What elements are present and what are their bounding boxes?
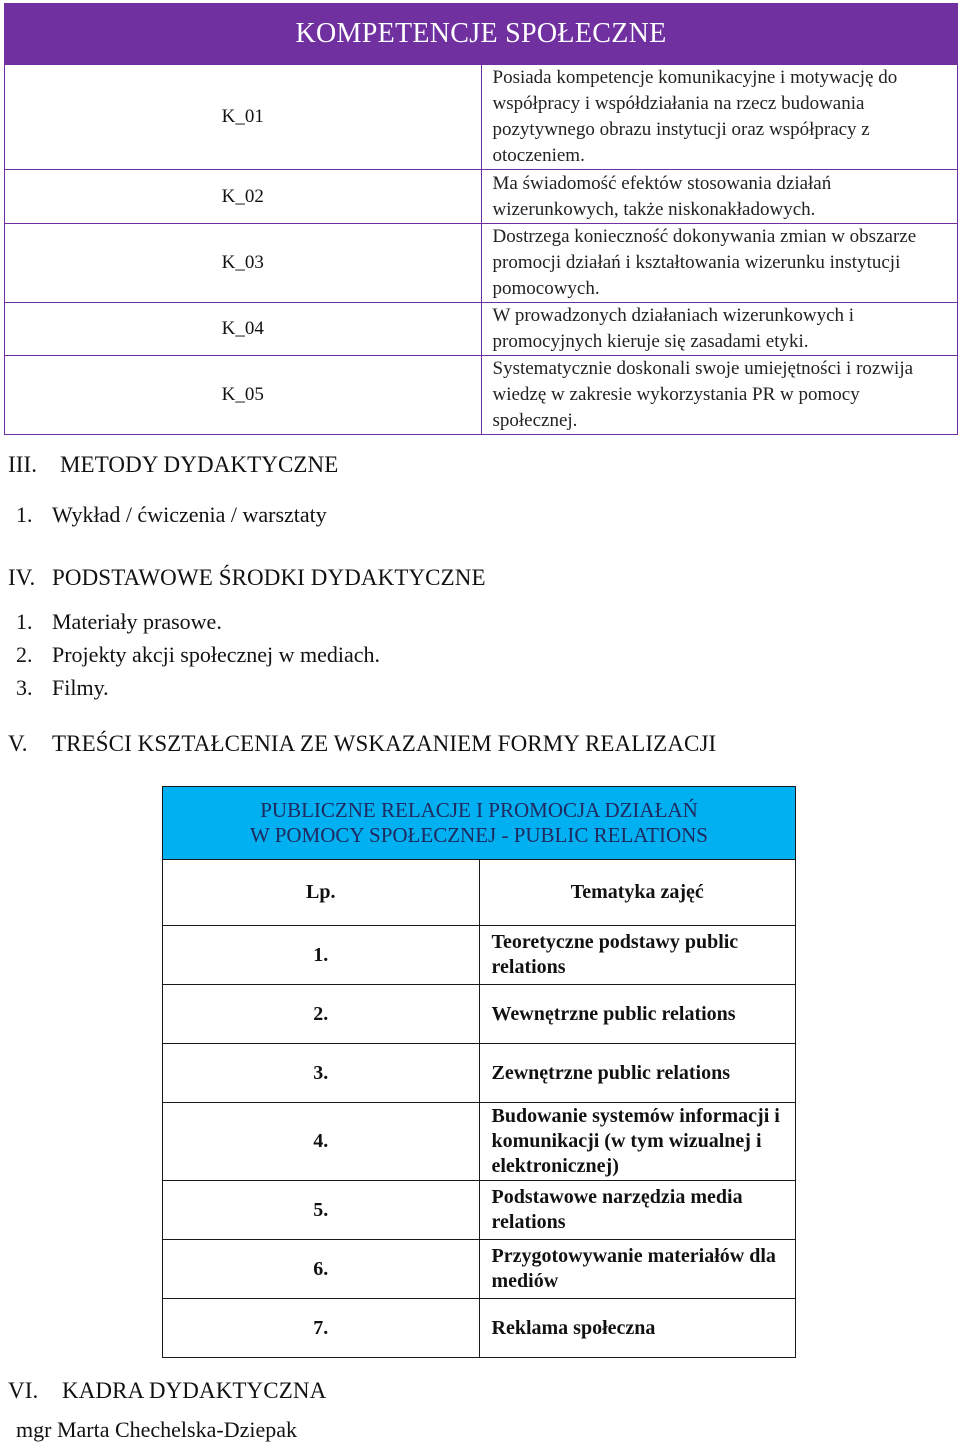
list-item <box>16 642 380 668</box>
staff-name: mgr Marta Chechelska-Dziepak <box>16 1417 297 1442</box>
topics-header-line: PUBLICZNE RELACJE I PROMOCJA DZIAŁAŃ <box>260 798 698 822</box>
competency-text: W prowadzonych działaniach wizerunkowych i promocyjnych kieruje się zasadami etyki. <box>481 303 958 356</box>
list-item <box>16 502 327 528</box>
list-item <box>16 675 109 701</box>
competency-text: Posiada kompetencje komunikacyjne i motywację do współpracy i współdziałania na rzecz budowania pozytywnego obrazu instytucji oraz współpracy z otoczeniem. <box>481 65 958 170</box>
table-row <box>5 170 958 224</box>
topics-header-line: W POMOCY SPOŁECZNEJ - PUBLIC RELATIONS <box>250 823 708 847</box>
item-number: 1. <box>16 502 33 527</box>
table-row <box>5 303 958 356</box>
competency-text: Dostrzega konieczność dokonywania zmian w obszarze promocji działań i kształtowania wizerunku instytucji pomocowych. <box>481 224 958 303</box>
topic-text: Reklama społeczna <box>479 1299 796 1358</box>
item-number: 3. <box>16 675 33 700</box>
topic-text: Budowanie systemów informacji i komunikacji (w tym wizualnej i elektronicznej) <box>479 1103 796 1181</box>
section-heading-methods <box>8 452 338 478</box>
competency-code: K_03 <box>5 224 482 303</box>
competency-text: Systematycznie doskonali swoje umiejętności i rozwija wiedzę w zakresie wykorzystania PR w pomocy społecznej. <box>481 356 958 435</box>
item-text: Filmy. <box>52 675 109 700</box>
table-header-row <box>163 860 796 926</box>
section-number: VI. <box>8 1378 39 1403</box>
competency-code: K_01 <box>5 65 482 170</box>
column-header-topic: Tematyka zajęć <box>479 860 796 926</box>
table-row <box>5 65 958 170</box>
topic-number: 3. <box>163 1044 480 1103</box>
item-number: 2. <box>16 642 33 667</box>
section-title: KADRA DYDAKTYCZNA <box>62 1378 327 1403</box>
table-row <box>5 224 958 303</box>
section-title: PODSTAWOWE ŚRODKI DYDAKTYCZNE <box>52 565 486 590</box>
section-heading-content <box>8 731 716 757</box>
table-row <box>163 1181 796 1240</box>
topic-text: Wewnętrzne public relations <box>479 985 796 1044</box>
section-heading-staff <box>8 1378 326 1404</box>
list-item <box>16 609 222 635</box>
section-title: METODY DYDAKTYCZNE <box>60 452 339 477</box>
table-row <box>163 1299 796 1358</box>
topic-number: 2. <box>163 985 480 1044</box>
column-header-lp: Lp. <box>163 860 480 926</box>
topic-number: 6. <box>163 1240 480 1299</box>
section-number: IV. <box>8 565 36 590</box>
item-text: Materiały prasowe. <box>52 609 222 634</box>
table-row <box>163 1240 796 1299</box>
topic-text: Podstawowe narzędzia media relations <box>479 1181 796 1240</box>
table-row <box>163 926 796 985</box>
competencies-table <box>4 3 958 435</box>
item-number: 1. <box>16 609 33 634</box>
table-row <box>5 356 958 435</box>
table-row <box>163 1103 796 1181</box>
topic-text: Zewnętrzne public relations <box>479 1044 796 1103</box>
table-row <box>163 985 796 1044</box>
section-title: TREŚCI KSZTAŁCENIA ZE WSKAZANIEM FORMY REALIZACJI <box>52 731 717 756</box>
section-number: V. <box>8 731 28 756</box>
topic-number: 4. <box>163 1103 480 1181</box>
topic-text: Przygotowywanie materiałów dla mediów <box>479 1240 796 1299</box>
competency-text: Ma świadomość efektów stosowania działań wizerunkowych, także niskonakładowych. <box>481 170 958 224</box>
section-number: III. <box>8 452 38 477</box>
topic-number: 1. <box>163 926 480 985</box>
topics-table-header <box>163 787 796 860</box>
topic-number: 5. <box>163 1181 480 1240</box>
competency-code: K_02 <box>5 170 482 224</box>
item-text: Wykład / ćwiczenia / warsztaty <box>52 502 327 527</box>
table-row <box>163 1044 796 1103</box>
section-heading-means <box>8 565 486 591</box>
topic-number: 7. <box>163 1299 480 1358</box>
item-text: Projekty akcji społecznej w mediach. <box>52 642 381 667</box>
competency-code: K_04 <box>5 303 482 356</box>
competency-code: K_05 <box>5 356 482 435</box>
competencies-header: KOMPETENCJE SPOŁECZNE <box>5 4 958 65</box>
topics-table <box>162 786 796 1358</box>
topic-text: Teoretyczne podstawy public relations <box>479 926 796 985</box>
